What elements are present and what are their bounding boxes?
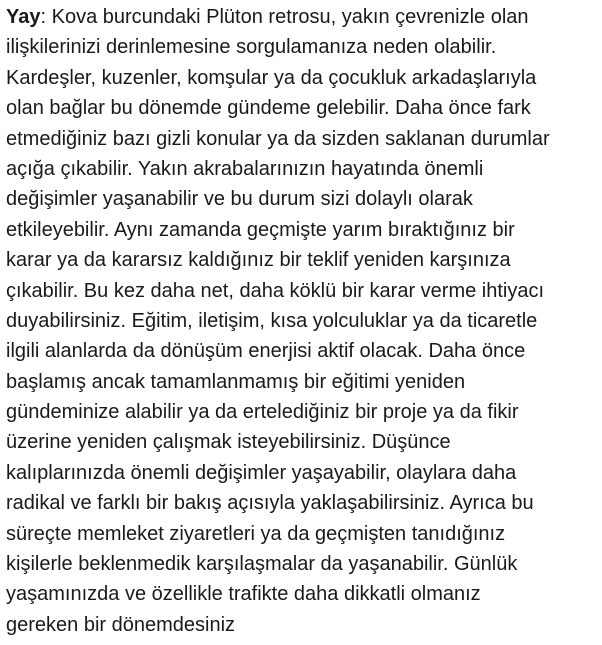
- paragraph-line-19: kişilerle beklenmedik karşılaşmalar da yaşanabilir. Günlük: [6, 553, 518, 576]
- paragraph-line-11: duyabilirsiniz. Eğitim, iletişim, kısa yolculuklar ya da ticaretle: [6, 309, 538, 332]
- paragraph-line-text: Kova burcundaki Plüton retrosu, yakın çevrenizle olan: [46, 6, 529, 28]
- paragraph-line-5: etmediğiniz bazı gizli konular ya da sizden saklanan durumlar: [6, 127, 550, 150]
- paragraph-line-15: üzerine yeniden çalışmak isteyebilirsiniz. Düşünce: [6, 431, 451, 454]
- paragraph-line-2: ilişkilerinizi derinlemesine sorgulamanıza neden olabilir.: [6, 36, 497, 59]
- paragraph-line-14: gündeminize alabilir ya da ertelediğiniz bir proje ya da fikir: [6, 401, 519, 424]
- paragraph-line-21: gereken bir dönemdesiniz: [6, 613, 236, 636]
- paragraph-line-16: kalıplarınızda önemli değişimler yaşayabilir, olaylara daha: [6, 461, 517, 484]
- paragraph-line-1: [6, 2, 602, 32]
- paragraph-line-3: Kardeşler, kuzenler, komşular ya da çocukluk arkadaşlarıyla: [6, 66, 537, 89]
- zodiac-sign-label: Yay: [6, 6, 41, 28]
- paragraph-line-17: radikal ve farklı bir bakış açısıyla yaklaşabilirsiniz. Ayrıca bu: [6, 492, 534, 515]
- sign-separator: :: [40, 6, 47, 28]
- paragraph-line-7: değişimler yaşanabilir ve bu durum sizi dolaylı olarak: [6, 188, 473, 211]
- paragraph-line-4: olan bağlar bu dönemde gündeme gelebilir. Daha önce fark: [6, 97, 531, 120]
- paragraph-line-12: ilgili alanlarda da dönüşüm enerjisi aktif olacak. Daha önce: [6, 340, 526, 363]
- paragraph-line-8: etkileyebilir. Aynı zamanda geçmişte yarım bıraktığınız bir: [6, 218, 515, 241]
- paragraph-line-10: çıkabilir. Bu kez daha net, daha köklü bir karar verme ihtiyacı: [6, 279, 545, 302]
- paragraph-line-13: başlamış ancak tamamlanmamış bir eğitimi yeniden: [6, 370, 466, 393]
- horoscope-paragraph: [6, 2, 602, 640]
- paragraph-line-6: açığa çıkabilir. Yakın akrabalarınızın hayatında önemli: [6, 157, 484, 180]
- paragraph-line-18: süreçte memleket ziyaretleri ya da geçmişten tanıdığınız: [6, 522, 506, 545]
- paragraph-line-20: yaşamınızda ve özellikle trafikte daha dikkatli olmanız: [6, 583, 481, 606]
- paragraph-line-9: karar ya da kararsız kaldığınız bir teklif yeniden karşınıza: [6, 249, 511, 272]
